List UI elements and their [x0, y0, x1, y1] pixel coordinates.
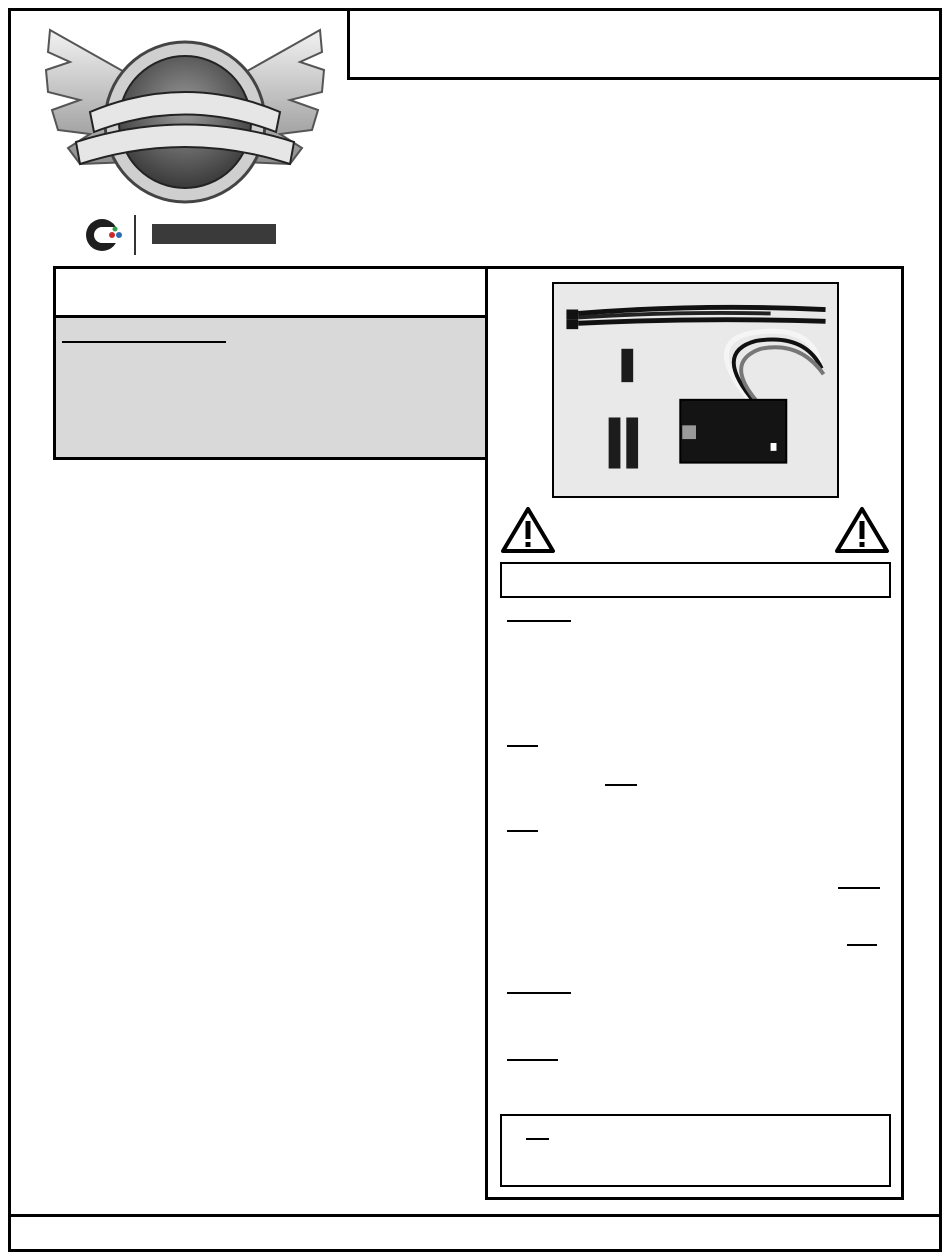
product-photo [552, 282, 839, 498]
left-panel-underline [62, 341, 226, 343]
warning-triangle-icon [500, 506, 556, 554]
section-underline [838, 887, 880, 889]
note-underline [526, 1138, 549, 1140]
section-underline [507, 992, 571, 994]
section-underline [507, 830, 538, 832]
customled-logo [82, 212, 282, 258]
footer-divider [8, 1214, 942, 1217]
section-underline [507, 1059, 558, 1061]
section-underline [605, 784, 637, 786]
custom-dynamics-logo [40, 22, 330, 212]
left-panel-shaded-area [56, 318, 485, 457]
note-box [500, 1114, 891, 1187]
left-panel-header [53, 266, 488, 318]
section-underline [507, 620, 571, 622]
title-box [347, 8, 942, 80]
section-underline [847, 944, 877, 946]
section-underline [507, 745, 538, 747]
warning-bar [500, 562, 891, 598]
warning-triangle-icon [834, 506, 890, 554]
